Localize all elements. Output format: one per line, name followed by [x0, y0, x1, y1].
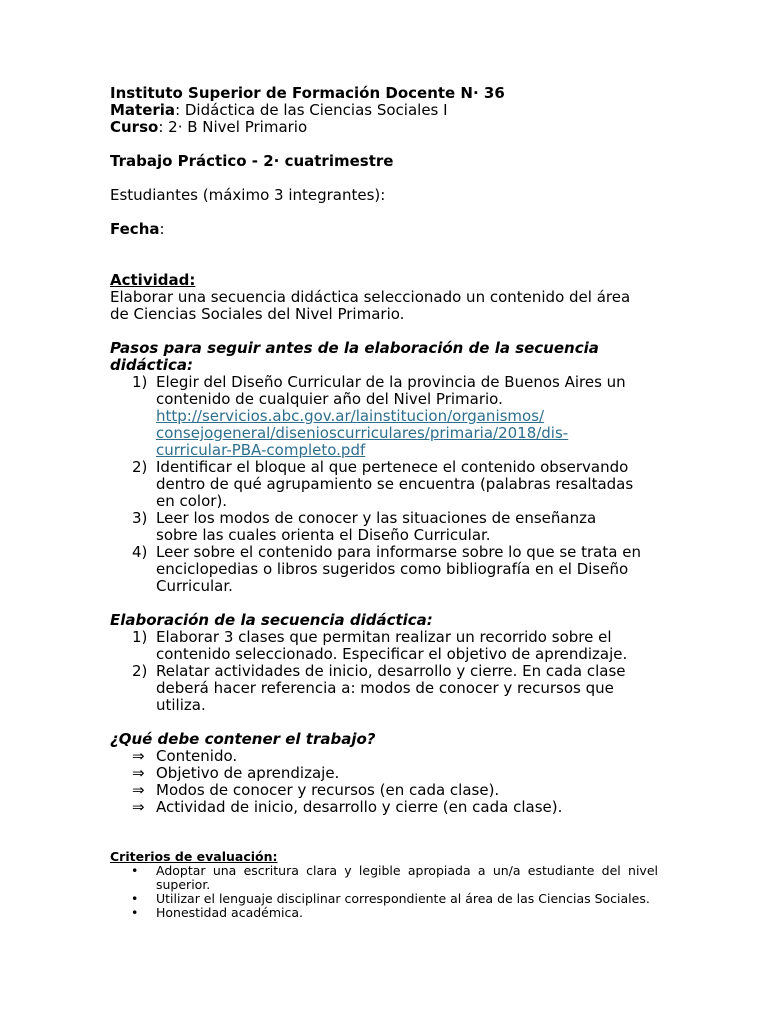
fecha-label: Fecha: [110, 220, 160, 238]
steps-heading-line-2: didáctica:: [110, 356, 193, 374]
list-item: [110, 799, 658, 816]
list-item-text: Contenido.: [156, 747, 238, 765]
arrow-icon: ⇒: [132, 798, 145, 816]
arrow-icon: ⇒: [132, 747, 145, 765]
fecha-line: [110, 221, 658, 238]
list-number: 2): [132, 662, 148, 680]
curriculum-link[interactable]: [156, 408, 658, 459]
bullet-icon: •: [131, 905, 139, 920]
list-item-text: utiliza.: [156, 696, 206, 714]
list-item: [110, 748, 658, 765]
list-item: [110, 782, 658, 799]
list-item: [110, 892, 658, 906]
list-item: [110, 459, 658, 510]
link-text: consejogeneral/disenioscurriculares/primaria/2018/dis-: [156, 424, 569, 442]
list-item-text: Utilizar el lenguaje disciplinar correspondiente al área de las Ciencias Sociales.: [156, 891, 650, 906]
list-item-text: en color).: [156, 492, 228, 510]
document-title: Trabajo Práctico - 2· cuatrimestre: [110, 152, 394, 170]
list-item-text: enciclopedias o libros sugeridos como bibliografía en el Diseño: [156, 560, 629, 578]
activity-text-line-2: de Ciencias Sociales del Nivel Primario.: [110, 305, 405, 323]
document-page: [110, 85, 658, 920]
link-text: curricular-PBA-completo.pdf: [156, 441, 366, 459]
list-item-text: Curricular.: [156, 577, 233, 595]
list-item-text: deberá hacer referencia a: modos de conocer y recursos que: [156, 679, 614, 697]
materia-line: [110, 102, 658, 119]
list-item-text: contenido seleccionado. Especificar el objetivo de aprendizaje.: [156, 645, 628, 663]
list-item-text: contenido de cualquier año del Nivel Primario.: [156, 390, 503, 408]
contents-list: [110, 748, 658, 816]
list-item: [110, 629, 658, 663]
list-item-text: Elegir del Diseño Curricular de la provincia de Buenos Aires un: [156, 373, 626, 391]
list-item: [110, 906, 658, 920]
list-item: [110, 510, 658, 544]
list-number: 1): [132, 628, 148, 646]
students-label: Estudiantes (máximo 3 integrantes):: [110, 186, 386, 204]
list-number: 3): [132, 509, 148, 527]
list-number: 2): [132, 458, 148, 476]
list-item-text: Identificar el bloque al que pertenece el contenido observando: [156, 458, 629, 476]
bullet-icon: •: [131, 863, 139, 878]
curso-line: [110, 119, 658, 136]
link-text: http://servicios.abc.gov.ar/lainstitucion/organismos/: [156, 407, 545, 425]
list-item-text: Leer los modos de conocer y las situaciones de enseñanza: [156, 509, 597, 527]
activity-heading: Actividad:: [110, 271, 196, 289]
elaboration-list: [110, 629, 658, 714]
arrow-icon: ⇒: [132, 764, 145, 782]
list-item-text: Objetivo de aprendizaje.: [156, 764, 340, 782]
list-item-text: Relatar actividades de inicio, desarrollo y cierre. En cada clase: [156, 662, 626, 680]
list-number: 4): [132, 543, 148, 561]
bullet-icon: •: [131, 891, 139, 906]
criteria-list: [110, 864, 658, 920]
list-item-text: Adoptar una escritura clara y legible apropiada a un/a estudiante del nivel superior.: [156, 863, 658, 892]
list-item: [110, 374, 658, 459]
steps-list: [110, 374, 658, 595]
list-item-text: Actividad de inicio, desarrollo y cierre (en cada clase).: [156, 798, 563, 816]
list-item-text: Honestidad académica.: [156, 905, 304, 920]
steps-heading-line-1: Pasos para seguir antes de la elaboración de la secuencia: [110, 339, 599, 357]
fecha-suffix: :: [159, 220, 165, 238]
elaboration-heading: Elaboración de la secuencia didáctica:: [110, 611, 433, 629]
arrow-icon: ⇒: [132, 781, 145, 799]
list-item: [110, 765, 658, 782]
curso-value: : 2· B Nivel Primario: [158, 118, 308, 136]
list-item: [110, 864, 658, 892]
list-item-text: Leer sobre el contenido para informarse sobre lo que se trata en: [156, 543, 641, 561]
criteria-section: [110, 850, 658, 920]
list-item-text: dentro de qué agrupamiento se encuentra (palabras resaltadas: [156, 475, 634, 493]
list-item-text: Modos de conocer y recursos (en cada clase).: [156, 781, 500, 799]
materia-value: : Didáctica de las Ciencias Sociales I: [175, 101, 448, 119]
list-number: 1): [132, 373, 148, 391]
curso-label: Curso: [110, 118, 159, 136]
activity-text-line-1: Elaborar una secuencia didáctica seleccionado un contenido del área: [110, 288, 631, 306]
list-item: [110, 663, 658, 714]
list-item-text: sobre las cuales orienta el Diseño Curricular.: [156, 526, 491, 544]
list-item-text: Elaborar 3 clases que permitan realizar un recorrido sobre el: [156, 628, 612, 646]
criteria-heading: Criterios de evaluación:: [110, 849, 278, 864]
materia-label: Materia: [110, 101, 176, 119]
institute-name: Instituto Superior de Formación Docente N· 36: [110, 84, 505, 102]
contents-heading: ¿Qué debe contener el trabajo?: [110, 730, 376, 748]
list-item: [110, 544, 658, 595]
